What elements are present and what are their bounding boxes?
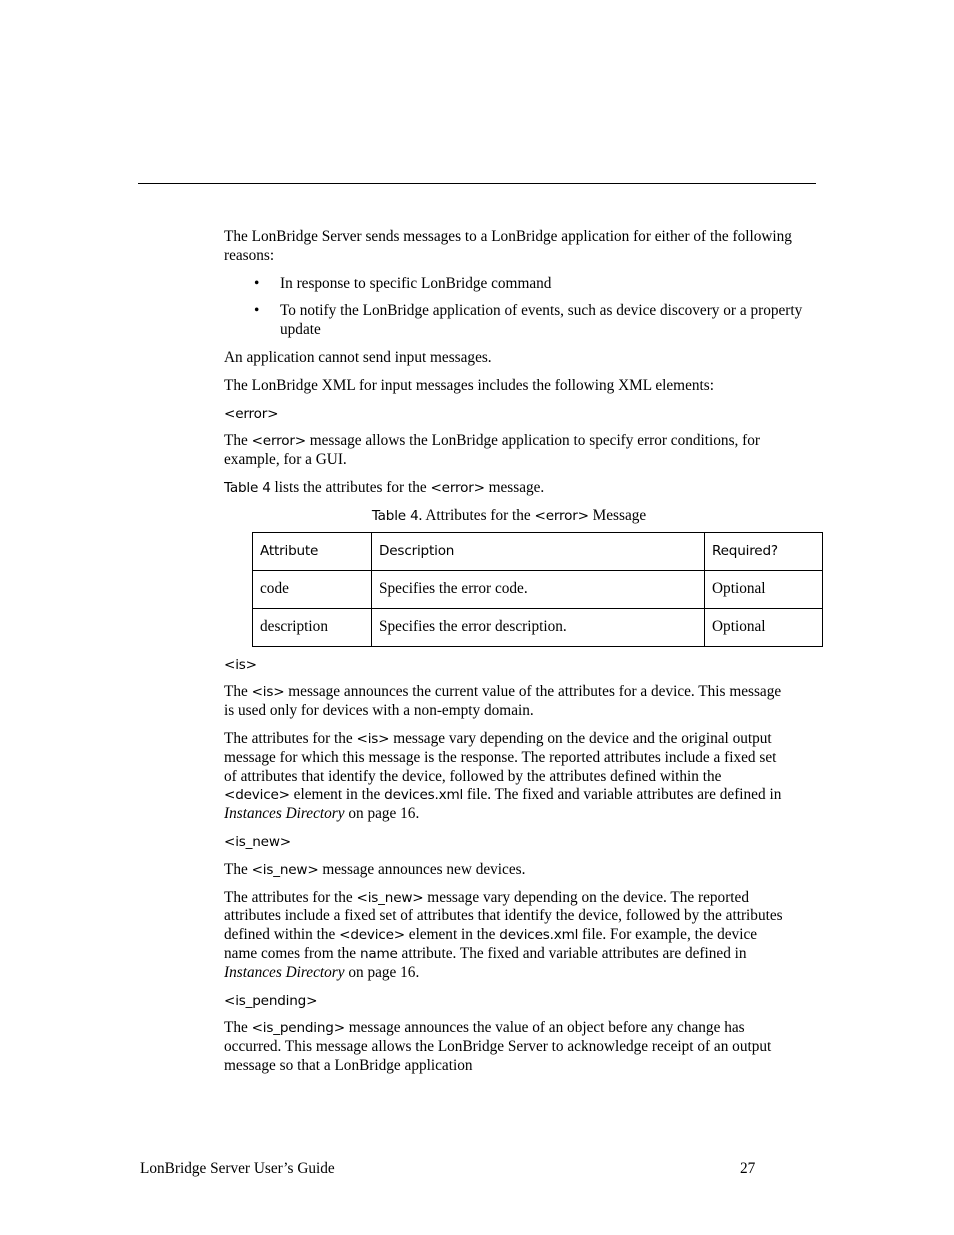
xml-elements-paragraph: The LonBridge XML for input messages includes the following XML elements: — [224, 376, 714, 394]
no-input-paragraph: An application cannot send input messages. — [224, 348, 492, 366]
error-description: The <error> message allows the LonBridge application to specify error conditions, for example, for a GUI. — [224, 432, 761, 469]
instances-directory-link[interactable]: Instances Directory — [224, 805, 345, 823]
table-cell: Optional — [705, 570, 823, 608]
table-cell: description — [253, 608, 372, 646]
column-header-required: Required? — [705, 532, 823, 570]
table-caption: Table 4. Attributes for the <error> Message — [371, 506, 647, 524]
is-description: The <is> message announces the current value of the attributes for a device. This message is used only for devices with a non-empty domain. — [224, 683, 782, 720]
is-heading: <is> — [224, 656, 257, 673]
is-pending-description: The <is_pending> message announces the value of an object before any change has occurred. This message allows the LonBridge Server to acknowledge receipt of an output message so that a LonBridge application — [224, 1019, 772, 1074]
bullet-icon: • — [254, 302, 260, 320]
reasons-list — [224, 275, 824, 340]
table-cell: Optional — [705, 608, 823, 646]
table-cell: Specifies the error code. — [372, 570, 705, 608]
intro-paragraph: The LonBridge Server sends messages to a LonBridge application for either of the following reasons: — [224, 228, 792, 264]
column-header-description: Description — [372, 532, 705, 570]
is-new-description: The <is_new> message announces new devices. — [224, 860, 526, 878]
column-header-attribute: Attribute — [253, 532, 372, 570]
bullet-icon: • — [254, 274, 260, 292]
is-new-attributes-paragraph: The attributes for the <is_new> message vary depending on the device. The reported attributes include a fixed set of attributes that identify the device, followed by the attributes defined within the <device> element in the devices.xml file. For example, the device name comes from the name attribute. The fixed and variable attributes are defined in Instances Directory on page 16. — [224, 888, 783, 981]
list-item: • In response to specific LonBridge command — [254, 274, 552, 292]
is-attributes-paragraph: The attributes for the <is> message vary depending on the device and the original output message for which this message is the response. The reported attributes include a fixed set of attributes that identify the device, followed by the attributes defined within the <device> element in the devices.xml file. The fixed and variable attributes are defined in Instances Directory on page 16. — [224, 729, 782, 823]
instances-directory-link[interactable]: Instances Directory — [224, 963, 345, 981]
footer-title: LonBridge Server User’s Guide — [140, 1160, 335, 1177]
table-row — [253, 608, 823, 646]
page-number: 27 — [740, 1160, 756, 1177]
list-item: • To notify the LonBridge application of events, such as device discovery or a property update — [254, 302, 803, 339]
error-heading: <error> — [224, 405, 279, 422]
error-table-reference: Table 4 lists the attributes for the <error> message. — [224, 478, 545, 496]
header-rule — [138, 183, 816, 184]
table-cell: Specifies the error description. — [372, 608, 705, 646]
table-header-row — [253, 532, 823, 570]
table-cell: code — [253, 570, 372, 608]
table-row — [253, 570, 823, 608]
table-link[interactable]: Table 4 — [224, 479, 271, 496]
is-pending-heading: <is_pending> — [224, 992, 318, 1009]
is-new-heading: <is_new> — [224, 833, 291, 850]
error-attributes-table — [252, 532, 823, 647]
page-body — [224, 228, 824, 1076]
